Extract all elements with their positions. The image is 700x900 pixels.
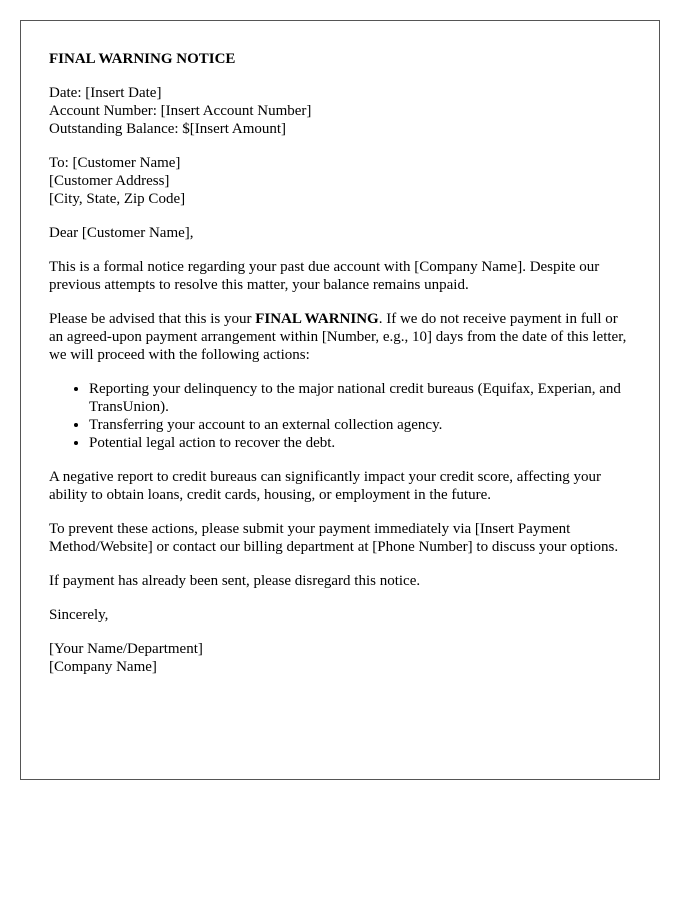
- final-warning-emphasis: FINAL WARNING: [255, 311, 379, 327]
- outstanding-balance-line: Outstanding Balance: $[Insert Amount]: [49, 121, 287, 137]
- paragraph-payment-instructions: To prevent these actions, please submit your payment immediately via [Insert Payment Method/Website] or contact our billing department at [Phone Number] to discuss your options.: [49, 521, 619, 555]
- recipient-name: To: [Customer Name]: [49, 155, 181, 171]
- recipient-address: [Customer Address]: [49, 173, 170, 189]
- account-number-line: Account Number: [Insert Account Number]: [49, 103, 312, 119]
- actions-list: [49, 380, 631, 452]
- paragraph-credit-impact: A negative report to credit bureaus can significantly impact your credit score, affecting your ability to obtain loans, credit cards, housing, or employment in the future.: [49, 469, 602, 503]
- action-item-legal-action: • Potential legal action to recover the debt.: [89, 434, 631, 452]
- salutation: Dear [Customer Name],: [49, 225, 194, 241]
- paragraph-warning: [49, 310, 631, 364]
- signature-name: [Your Name/Department]: [49, 641, 203, 657]
- recipient-city: [City, State, Zip Code]: [49, 191, 186, 207]
- paragraph-intro: This is a formal notice regarding your past due account with [Company Name]. Despite our previous attempts to resolve this matter, your balance remains unpaid.: [49, 259, 600, 293]
- signature-block: [49, 640, 631, 676]
- warning-prefix: Please be advised that this is your: [49, 311, 256, 327]
- warning-suffix: . If we do not receive payment in full or an agreed-upon payment arrangement within [Number, e.g., 10] days from the date of this letter, we will proceed with the following actions:: [49, 311, 627, 363]
- account-meta: [49, 84, 631, 138]
- recipient-block: [49, 154, 631, 208]
- action-item-credit-bureaus: • Reporting your delinquency to the major national credit bureaus (Equifax, Experian, and TransUnion).: [89, 380, 631, 416]
- notice-title: FINAL WARNING NOTICE: [49, 51, 236, 67]
- closing: Sincerely,: [49, 607, 109, 623]
- letter-page: [20, 20, 660, 780]
- signature-company: [Company Name]: [49, 659, 157, 675]
- paragraph-disregard: If payment has already been sent, please disregard this notice.: [49, 573, 421, 589]
- date-line: Date: [Insert Date]: [49, 85, 162, 101]
- action-item-collection-agency: • Transferring your account to an external collection agency.: [89, 416, 631, 434]
